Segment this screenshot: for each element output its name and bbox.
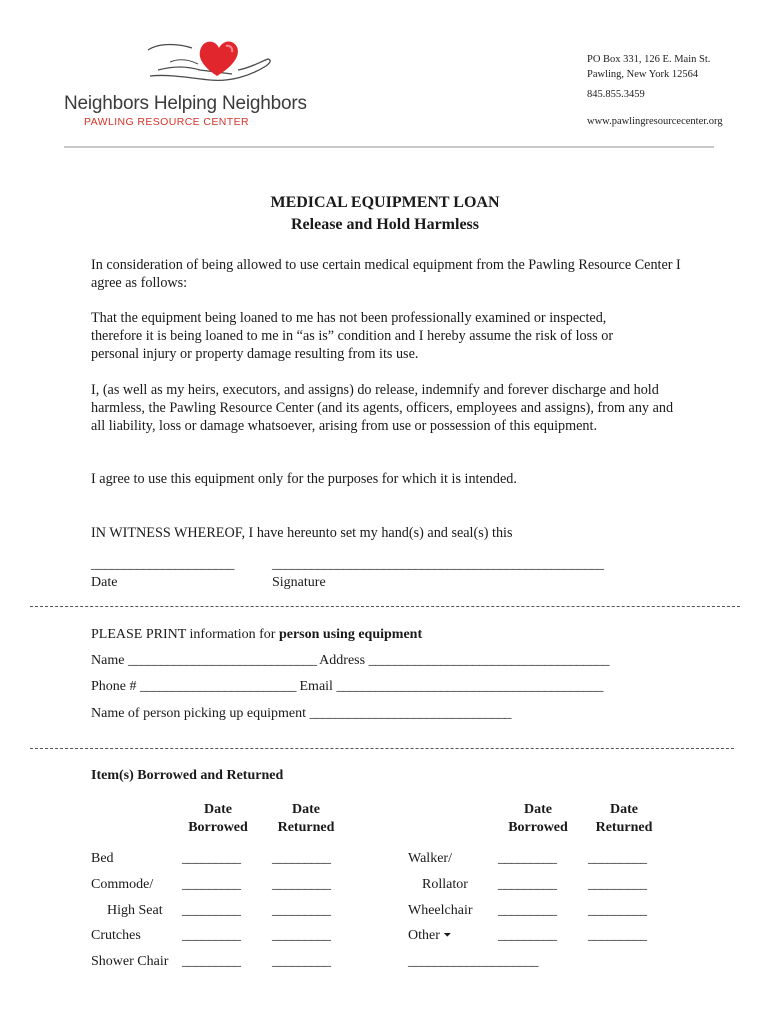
item-bed: Bed (91, 851, 114, 866)
item-shower-chair: Shower Chair (91, 954, 169, 969)
col-header-returned: Returned (595, 820, 653, 835)
name-label: Name (91, 653, 125, 668)
print-instruction (91, 627, 422, 643)
pickup-row (91, 706, 511, 722)
dashed-divider (30, 606, 740, 607)
phone-label: Phone # (91, 679, 137, 694)
borrowed-field[interactable]: _________ (182, 851, 241, 866)
other-description-field[interactable]: ____________________ (408, 954, 538, 969)
header-divider (64, 146, 714, 148)
signature-field[interactable]: ___________________________________________________ (272, 557, 604, 572)
borrowed-field[interactable]: _________ (182, 928, 241, 943)
returned-field[interactable]: _________ (588, 877, 647, 892)
paragraph-2: That the equipment being loaned to me has not been professionally examined or inspected, therefore it is being loaned to me in “as is” condition and I hereby assume the risk of loss or personal injury or property damage resulting from its use. (91, 310, 614, 362)
col-header-borrowed: Borrowed (188, 820, 248, 835)
email-label: Email (299, 679, 333, 694)
phone-field[interactable]: ________________________ (140, 679, 296, 694)
col-header-date: Date (204, 802, 232, 817)
pickup-label: Name of person picking up equipment (91, 706, 307, 721)
item-other-label: Other (408, 928, 440, 943)
returned-field[interactable]: _________ (588, 851, 647, 866)
org-subtitle: PAWLING RESOURCE CENTER (84, 116, 249, 128)
borrowed-field[interactable]: _________ (498, 928, 557, 943)
address-label: Address (319, 653, 366, 668)
returned-field[interactable]: _________ (272, 954, 331, 969)
print-instruction-prefix: PLEASE PRINT information for (91, 627, 279, 642)
returned-field[interactable]: _________ (272, 928, 331, 943)
borrowed-field[interactable]: _________ (182, 903, 241, 918)
address-line-1: PO Box 331, 126 E. Main St. (587, 54, 711, 65)
item-commode: Commode/ (91, 877, 154, 892)
heart-hand-icon (140, 36, 280, 92)
returned-field[interactable]: _________ (272, 903, 331, 918)
items-heading: Item(s) Borrowed and Returned (91, 768, 284, 783)
borrowed-field[interactable]: _________ (182, 954, 241, 969)
col-header-borrowed: Borrowed (508, 820, 568, 835)
paragraph-3: I, (as well as my heirs, executors, and assigns) do release, indemnify and forever discharge and hold harmless, the Pawling Resource Center (and its agents, officers, employees and assigns), from any and all liability, loss or damage whatsoever, arising from use or possession of this equipment. (91, 382, 674, 434)
returned-field[interactable]: _________ (588, 903, 647, 918)
address-field[interactable]: _____________________________________ (368, 653, 610, 668)
returned-field[interactable]: _________ (272, 877, 331, 892)
signature-label: Signature (272, 575, 326, 590)
col-date-borrowed-right (498, 801, 578, 837)
phone-row (91, 679, 603, 695)
name-field[interactable]: _____________________________ (127, 653, 317, 668)
name-row (91, 653, 609, 669)
col-date-borrowed-left (178, 801, 258, 837)
col-date-returned-left (266, 801, 346, 837)
col-header-returned: Returned (277, 820, 335, 835)
pickup-field[interactable]: _______________________________ (309, 706, 512, 721)
col-header-date: Date (610, 802, 638, 817)
borrowed-field[interactable]: _________ (498, 877, 557, 892)
dropdown-arrow-icon[interactable]: ⏷ (443, 930, 452, 941)
item-other[interactable] (408, 928, 451, 944)
document-title: MEDICAL EQUIPMENT LOAN (270, 194, 500, 211)
borrowed-field[interactable]: _________ (498, 903, 557, 918)
document-subtitle: Release and Hold Harmless (291, 216, 479, 233)
col-date-returned-right (584, 801, 664, 837)
item-high-seat: High Seat (107, 903, 163, 918)
website[interactable]: www.pawlingresourcecenter.org (587, 116, 723, 127)
paragraph-1: In consideration of being allowed to use certain medical equipment from the Pawling Resource Center I agree as follows: (91, 257, 681, 291)
witness-statement: IN WITNESS WHEREOF, I have hereunto set my hand(s) and seal(s) this (91, 525, 513, 541)
returned-field[interactable]: _________ (272, 851, 331, 866)
logo (140, 36, 280, 92)
item-rollator: Rollator (422, 877, 468, 892)
item-walker: Walker/ (408, 851, 452, 866)
print-instruction-bold: person using equipment (278, 627, 423, 642)
item-wheelchair: Wheelchair (408, 903, 473, 918)
dashed-divider (30, 748, 734, 749)
col-header-date: Date (292, 802, 320, 817)
date-field[interactable]: ______________________ (91, 557, 234, 572)
returned-field[interactable]: _________ (588, 928, 647, 943)
borrowed-field[interactable]: _________ (498, 851, 557, 866)
address-line-2: Pawling, New York 12564 (587, 69, 699, 80)
borrowed-field[interactable]: _________ (182, 877, 241, 892)
email-field[interactable]: _________________________________________ (336, 679, 603, 694)
org-name: Neighbors Helping Neighbors (64, 93, 307, 114)
col-header-date: Date (524, 802, 552, 817)
paragraph-4: I agree to use this equipment only for the purposes for which it is intended. (91, 471, 517, 487)
item-crutches: Crutches (91, 928, 141, 943)
date-label: Date (91, 575, 118, 590)
phone-number: 845.855.3459 (587, 89, 645, 100)
